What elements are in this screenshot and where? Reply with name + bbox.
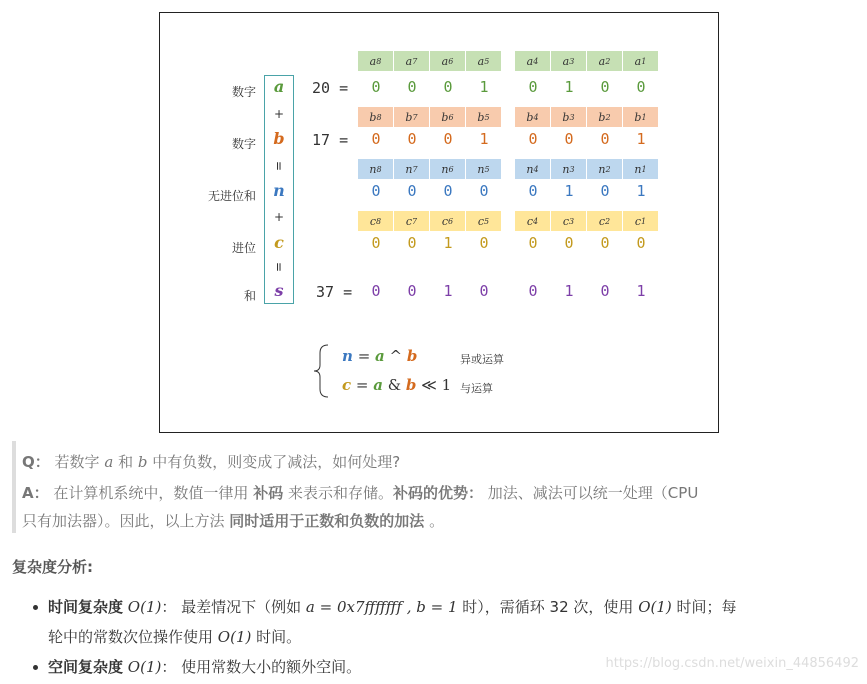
bit-value: 0	[528, 130, 538, 148]
bit-header-c1: c 1	[623, 211, 658, 231]
bit-value: 0	[564, 234, 574, 252]
bit-header-c2: c 2	[587, 211, 622, 231]
time-complexity-item: 时间复杂度 O(1)： 最差情况下（例如 a = 0x7fffffff , b = 1 时），需循环 32 次，使用 O(1) 时间；每	[48, 598, 737, 616]
bit-header-c6: c 6	[430, 211, 465, 231]
bit-header-b5: b 5	[466, 107, 501, 127]
row-label: 无进位和	[207, 189, 256, 203]
answer-line-1: A： 在计算机系统中，数值一律用 补码 来表示和存储。补码的优势： 加法、减法可以统一处理（CPU	[22, 484, 699, 502]
bit-value: 0	[407, 130, 417, 148]
bit-header-n2: n 2	[587, 159, 622, 179]
bit-header-n5: n 5	[466, 159, 501, 179]
bit-addition-figure	[159, 12, 719, 433]
bit-value: 1	[636, 130, 646, 148]
bit-header-b6: b 6	[430, 107, 465, 127]
bit-header-a2: a 2	[587, 51, 622, 71]
decimal-value: 17 =	[312, 131, 349, 149]
bit-value: 0	[443, 78, 453, 96]
bit-value: 1	[443, 234, 453, 252]
bit-header-c5: c 5	[466, 211, 501, 231]
bit-value: 1	[564, 78, 574, 96]
bit-value: 0	[371, 130, 381, 148]
bit-value: 0	[443, 182, 453, 200]
bit-header-a5: a 5	[466, 51, 501, 71]
operator: +	[273, 107, 285, 121]
brace-icon	[312, 343, 332, 399]
bit-header-b7: b 7	[394, 107, 429, 127]
bit-header-a4: a 4	[515, 51, 550, 71]
bit-value: 1	[636, 182, 646, 200]
decimal-value: 37 =	[316, 283, 353, 301]
bit-header-a6: a 6	[430, 51, 465, 71]
bit-value: 0	[371, 282, 381, 300]
variable-n: n	[273, 181, 285, 200]
bit-value: 0	[528, 182, 538, 200]
operator: +	[273, 210, 285, 224]
bit-value: 0	[528, 282, 538, 300]
bit-value: 1	[479, 130, 489, 148]
bit-header-n1: n 1	[623, 159, 658, 179]
bit-header-a1: a 1	[623, 51, 658, 71]
bullet-icon	[33, 665, 38, 670]
row-label: 数字	[231, 85, 256, 99]
bit-header-c3: c 3	[551, 211, 586, 231]
bit-value: 1	[564, 182, 574, 200]
bit-value: 0	[371, 234, 381, 252]
bit-value: 0	[407, 182, 417, 200]
operator: =	[272, 261, 286, 273]
bit-header-b2: b 2	[587, 107, 622, 127]
bit-value: 0	[600, 130, 610, 148]
bit-header-b4: b 4	[515, 107, 550, 127]
formula-n: n = a ^ b	[342, 347, 418, 365]
formula-c-note: 与运算	[460, 382, 493, 395]
variable-c: c	[274, 233, 284, 252]
bit-value: 1	[636, 282, 646, 300]
bit-header-n8: n 8	[358, 159, 393, 179]
bit-header-n3: n 3	[551, 159, 586, 179]
complexity-heading: 复杂度分析:	[12, 558, 93, 576]
bit-header-b8: b 8	[358, 107, 393, 127]
variable-a: a	[273, 77, 285, 96]
row-label: 数字	[231, 137, 256, 151]
bit-value: 0	[407, 78, 417, 96]
bit-value: 0	[636, 234, 646, 252]
bit-header-c7: c 7	[394, 211, 429, 231]
bit-value: 1	[443, 282, 453, 300]
bit-value: 0	[371, 182, 381, 200]
answer-line-2: 只有加法器）。因此，以上方法 同时适用于正数和负数的加法 。	[22, 512, 445, 530]
formula-n-note: 异或运算	[460, 353, 504, 366]
bit-value: 0	[564, 130, 574, 148]
bit-header-b3: b 3	[551, 107, 586, 127]
bit-value: 1	[479, 78, 489, 96]
bit-value: 0	[407, 282, 417, 300]
bit-value: 0	[479, 182, 489, 200]
bit-value: 0	[528, 234, 538, 252]
bit-header-n4: n 4	[515, 159, 550, 179]
bit-value: 0	[443, 130, 453, 148]
time-complexity-item-cont: 轮中的常数次位操作使用 O(1) 时间。	[48, 628, 302, 646]
bit-value: 1	[564, 282, 574, 300]
row-label: 和	[243, 289, 256, 303]
bit-value: 0	[636, 78, 646, 96]
bit-value: 0	[371, 78, 381, 96]
watermark: https://blog.csdn.net/weixin_44856492	[605, 656, 859, 671]
bullet-icon	[33, 605, 38, 610]
bit-header-a3: a 3	[551, 51, 586, 71]
bit-value: 0	[407, 234, 417, 252]
space-complexity-item: 空间复杂度 O(1)： 使用常数大小的额外空间。	[48, 658, 362, 676]
bit-value: 0	[600, 78, 610, 96]
bit-value: 0	[600, 182, 610, 200]
bit-header-c8: c 8	[358, 211, 393, 231]
bit-value: 0	[479, 234, 489, 252]
bit-value: 0	[528, 78, 538, 96]
variable-s: s	[274, 281, 284, 300]
bit-header-n6: n 6	[430, 159, 465, 179]
operator: =	[272, 160, 286, 172]
variable-b: b	[273, 129, 285, 148]
bit-value: 0	[479, 282, 489, 300]
bit-header-c4: c 4	[515, 211, 550, 231]
bit-header-a7: a 7	[394, 51, 429, 71]
decimal-value: 20 =	[312, 79, 349, 97]
formula-c: c = a & b ≪ 1	[342, 376, 452, 394]
bit-header-b1: b 1	[623, 107, 658, 127]
bit-header-n7: n 7	[394, 159, 429, 179]
row-label: 进位	[231, 241, 256, 255]
bit-header-a8: a 8	[358, 51, 393, 71]
bit-value: 0	[600, 282, 610, 300]
question-line: Q： 若数字 a 和 b 中有负数，则变成了减法，如何处理?	[22, 453, 401, 471]
bit-value: 0	[600, 234, 610, 252]
